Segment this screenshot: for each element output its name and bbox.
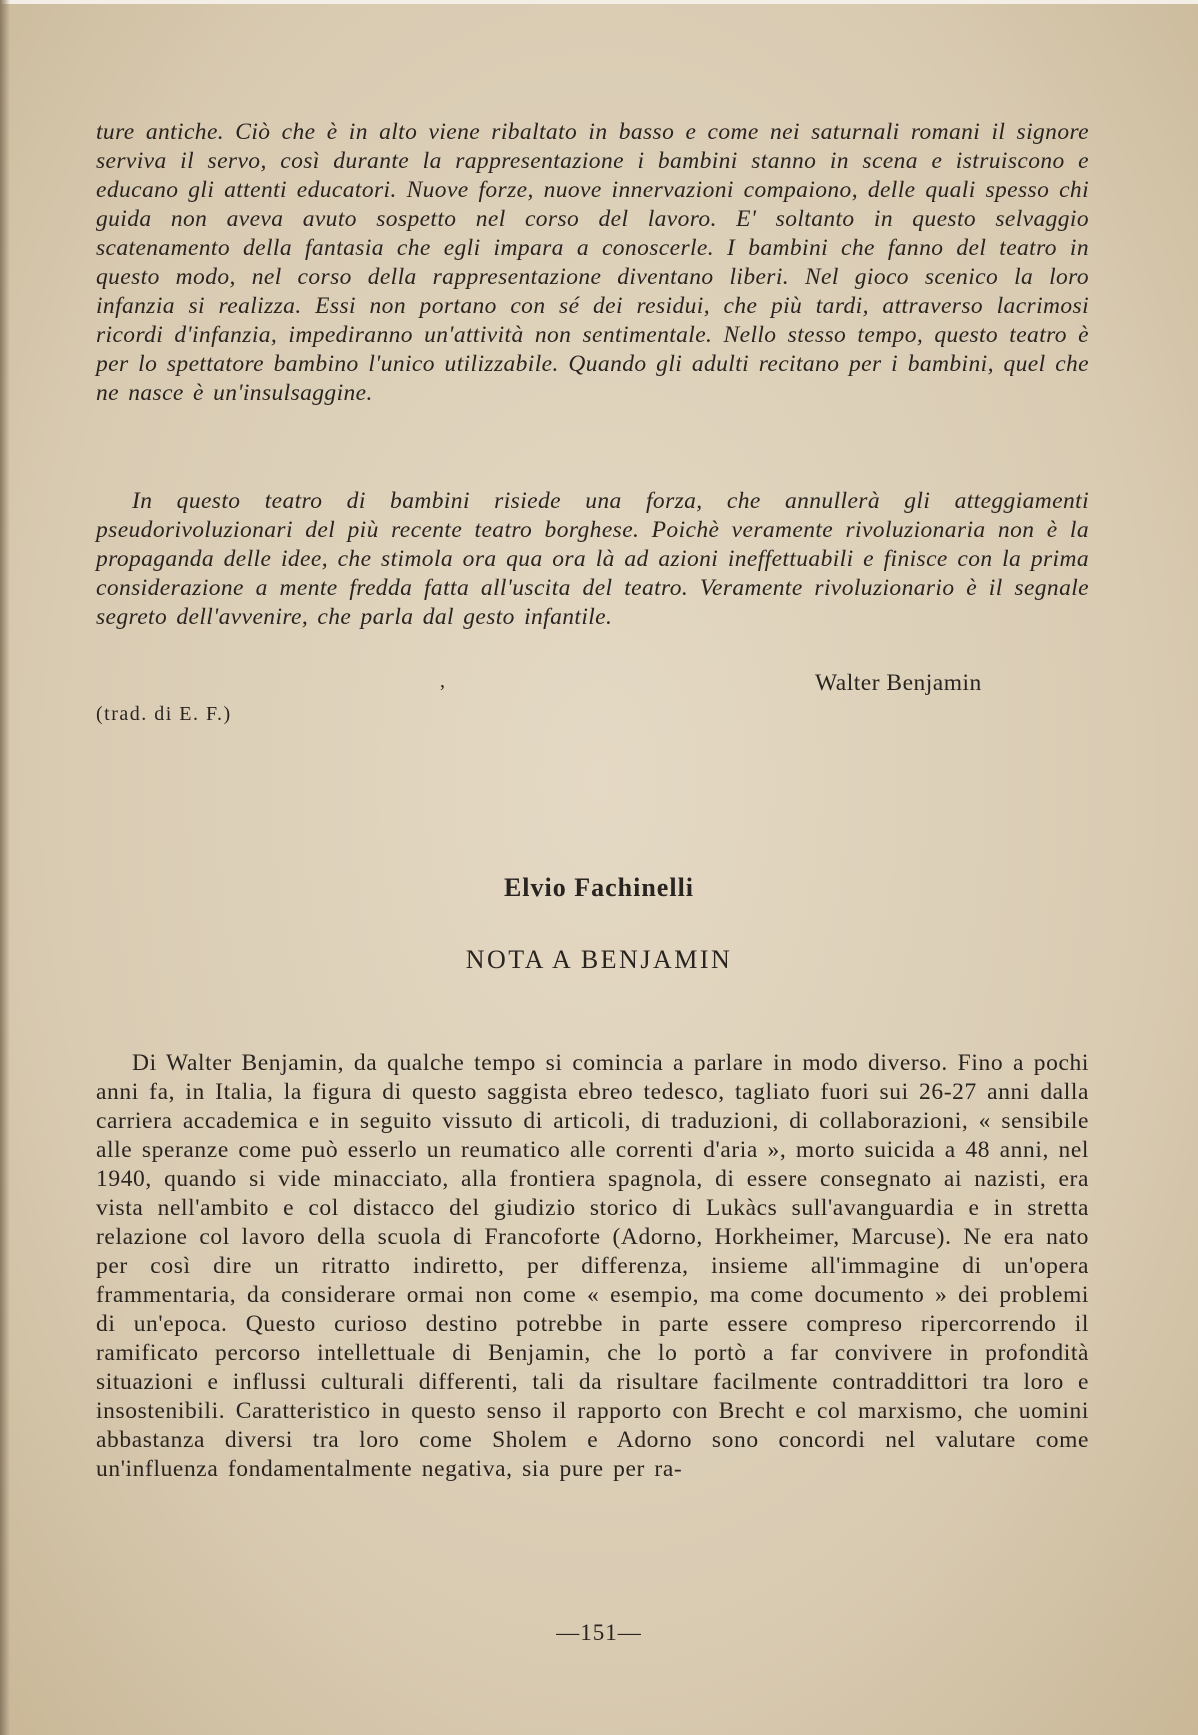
stray-comma-mark: ,: [440, 670, 445, 692]
paragraph-text: In questo teatro di bambini risiede una forza, che annullerà gli atteggiamenti pseudorivoluzionari del più recente teatro borghese. Poichè veramente rivoluzionaria non è la propaganda delle idee, che stimola ora qua ora là ad azioni ineffettuabili e finisce con la prima considerazione a mente fredda fatta all'uscita del teatro. Veramente rivoluzionario è il segnale segreto dell'avvenire, che parla dal gesto infantile.: [96, 488, 1089, 630]
page-number: —151—: [556, 1620, 642, 1645]
page-binding-shadow: [0, 0, 10, 1735]
benjamin-text-paragraph-2: [96, 487, 1089, 632]
article-paragraph-1: Di Walter Benjamin, da qualche tempo si comincia a parlare in modo diverso. Fino a pochi anni fa, in Italia, la figura di questo saggista ebreo tedesco, tagliato fuori sui 26-27 anni dalla carriera accademica e in seguito vissuto di articoli, di traduzioni, di collaborazioni, « sensibile alle speranze come può esserlo un reumatico alle correnti d'aria », morto suicida a 48 anni, nel 1940, quando si vide minacciato, alla frontiera spagnola, di essere consegnato ai nazisti, era vista nell'ambito e col distacco del giudizio storico di Lukàcs sull'avanguardia e in stretta relazione col lavoro della scuola di Francoforte (Adorno, Horkheimer, Marcuse). Ne era nato per così dire un ritratto indiretto, per differenza, insieme all'immagine di un'opera frammentaria, da considerare ormai non come « esempio, ma come documento » dei problemi di un'epoca. Questo curioso destino potrebbe in parte essere compreso ripercorrendo il ramificato percorso intellettuale di Benjamin, che lo portò a far convivere in profondità situazioni e influssi culturali differenti, tali da risultare facilmente contraddittori tra loro e insostenibili. Caratteristico in questo senso il rapporto con Brecht e col marxismo, che uomini abbastanza diversi tra loro come Sholem e Adorno sono concordi nel valutare come un'influenza fondamentalmente negativa, sia pure per ra-: [96, 1050, 1089, 1482]
translator-credit: (trad. di E. F.): [96, 703, 232, 725]
paragraph-text: ture antiche. Ciò che è in alto viene ribaltato in basso e come nei saturnali romani il signore serviva il servo, così durante la rappresentazione i bambini stanno in scena e istruiscono e educano gli attenti educatori. Nuove forze, nuove innervazioni compaiono, delle quali spesso chi guida non aveva avuto sospetto nel corso del lavoro. E' soltanto in questo selvaggio scatenamento della fantasia che egli impara a conoscerle. I bambini che fanno del teatro in questo modo, nel corso della rappresentazione diventano liberi. Nel gioco scenico la loro infanzia si realizza. Essi non portano con sé dei residui, che più tardi, attraverso lacrimosi ricordi d'infanzia, impediranno un'attività non sentimentale. Nello stesso tempo, questo teatro è per lo spettatore bambino l'unico utilizzabile. Quando gli adulti recitano per i bambini, quel che ne nasce è un'insulsaggine.: [96, 119, 1089, 406]
article-title: NOTA A BENJAMIN: [465, 945, 733, 974]
author-signature: Walter Benjamin: [815, 670, 982, 696]
article-body: [96, 1049, 1089, 1484]
page-top-edge: [0, 0, 1198, 4]
article-author: Elvio Fachinelli: [503, 873, 695, 902]
benjamin-text-paragraph-1: [96, 118, 1089, 408]
